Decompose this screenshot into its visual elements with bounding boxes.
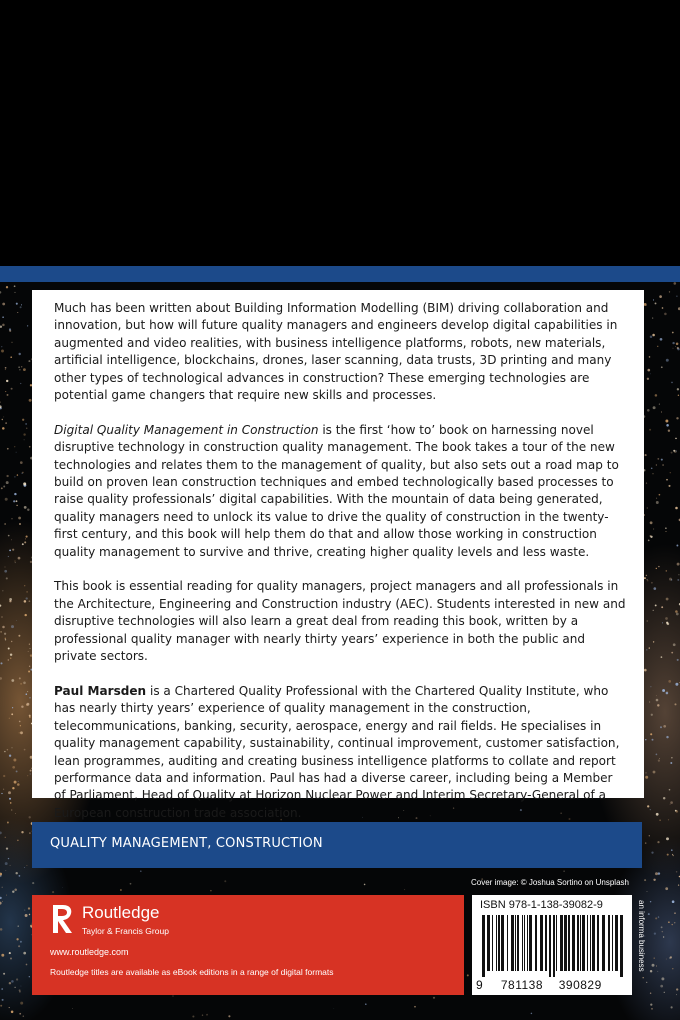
informa-business-label: an informa business bbox=[637, 900, 646, 972]
blurb-paragraph-1: Much has been written about Building Information Modelling (BIM) driving collaboration and innovation, but how will future quality managers and engineers develop digital capabilities in augmented and video realities, with business intelligence platforms, robots, new materials, artificial intelligence, blockchains, drones, laser scanning, data trusts, 3D printing and many other types of technological advances in construction? These emerging technologies are potential game changers that require new skills and processes. bbox=[54, 301, 618, 403]
publisher-group: Taylor & Francis Group bbox=[82, 926, 169, 936]
blurb-paragraph-2 bbox=[54, 422, 626, 561]
publisher-url[interactable]: www.routledge.com bbox=[50, 947, 129, 957]
publisher-name: Routledge bbox=[82, 903, 160, 922]
author-name: Paul Marsden bbox=[54, 683, 147, 698]
blurb-paragraph-2-text: is the first ‘how to’ book on harnessing novel disruptive technology in construction quality management. The book takes a tour of the new technologies and relates them to the management of quality, but also sets out a road map to build on proven lean construction techniques and embed technologically based processes to raise quality professionals’ digital capabilities. With the mountain of data being generated, quality managers need to unlock its value to drive the quality of construction in the twenty-first century, and this book will help them do that and allow those working in construction quality management to survive and thrive, creating higher quality levels and less waste. bbox=[54, 422, 619, 559]
blurb-paragraph-3: This book is essential reading for quality managers, project managers and all professionals in the Architecture, Engineering and Construction industry (AEC). Students interested in new and disruptive technologies will also learn a great deal from reading this book, written by a professional quality manager with nearly thirty years’ experience in both the public and private sectors. bbox=[54, 579, 626, 664]
cover-image-credit: Cover image: © Joshua Sortino on Unsplash bbox=[471, 878, 629, 887]
barcode-digits bbox=[476, 978, 602, 992]
barcode-panel bbox=[472, 895, 632, 995]
barcode-group-1: 781138 bbox=[500, 978, 544, 992]
back-cover-blurb bbox=[32, 290, 644, 820]
author-bio-text: is a Chartered Quality Professional with the Chartered Quality Institute, who has nearly thirty years’ experience of quality management in the construction, telecommunications, banking, security, aerospace, energy and rail fields. He specialises in quality management capability, sustainability, continual improvement, customer satisfaction, lean programmes, auditing and creating business intelligence platforms to collate and report performance data and information. Paul has had a diverse career, including being a Member of Parliament, Head of Quality at Horizon Nuclear Power and Interim Secretary-General of a European construction trade association. bbox=[54, 683, 620, 820]
author-bio bbox=[54, 683, 626, 822]
publisher-panel bbox=[32, 895, 464, 995]
top-blue-band bbox=[0, 266, 680, 282]
routledge-logo-icon bbox=[50, 903, 76, 935]
isbn-label: ISBN 978-1-138-39082-9 bbox=[480, 899, 603, 911]
subject-category-bar bbox=[32, 822, 642, 868]
book-title: Digital Quality Management in Construction bbox=[54, 422, 319, 437]
barcode-group-2: 390829 bbox=[558, 978, 602, 992]
barcode-image bbox=[478, 915, 626, 977]
barcode-first-digit: 9 bbox=[476, 978, 484, 992]
ebook-note: Routledge titles are available as eBook editions in a range of digital formats bbox=[50, 967, 334, 977]
subject-category: QUALITY MANAGEMENT, CONSTRUCTION bbox=[50, 836, 323, 851]
